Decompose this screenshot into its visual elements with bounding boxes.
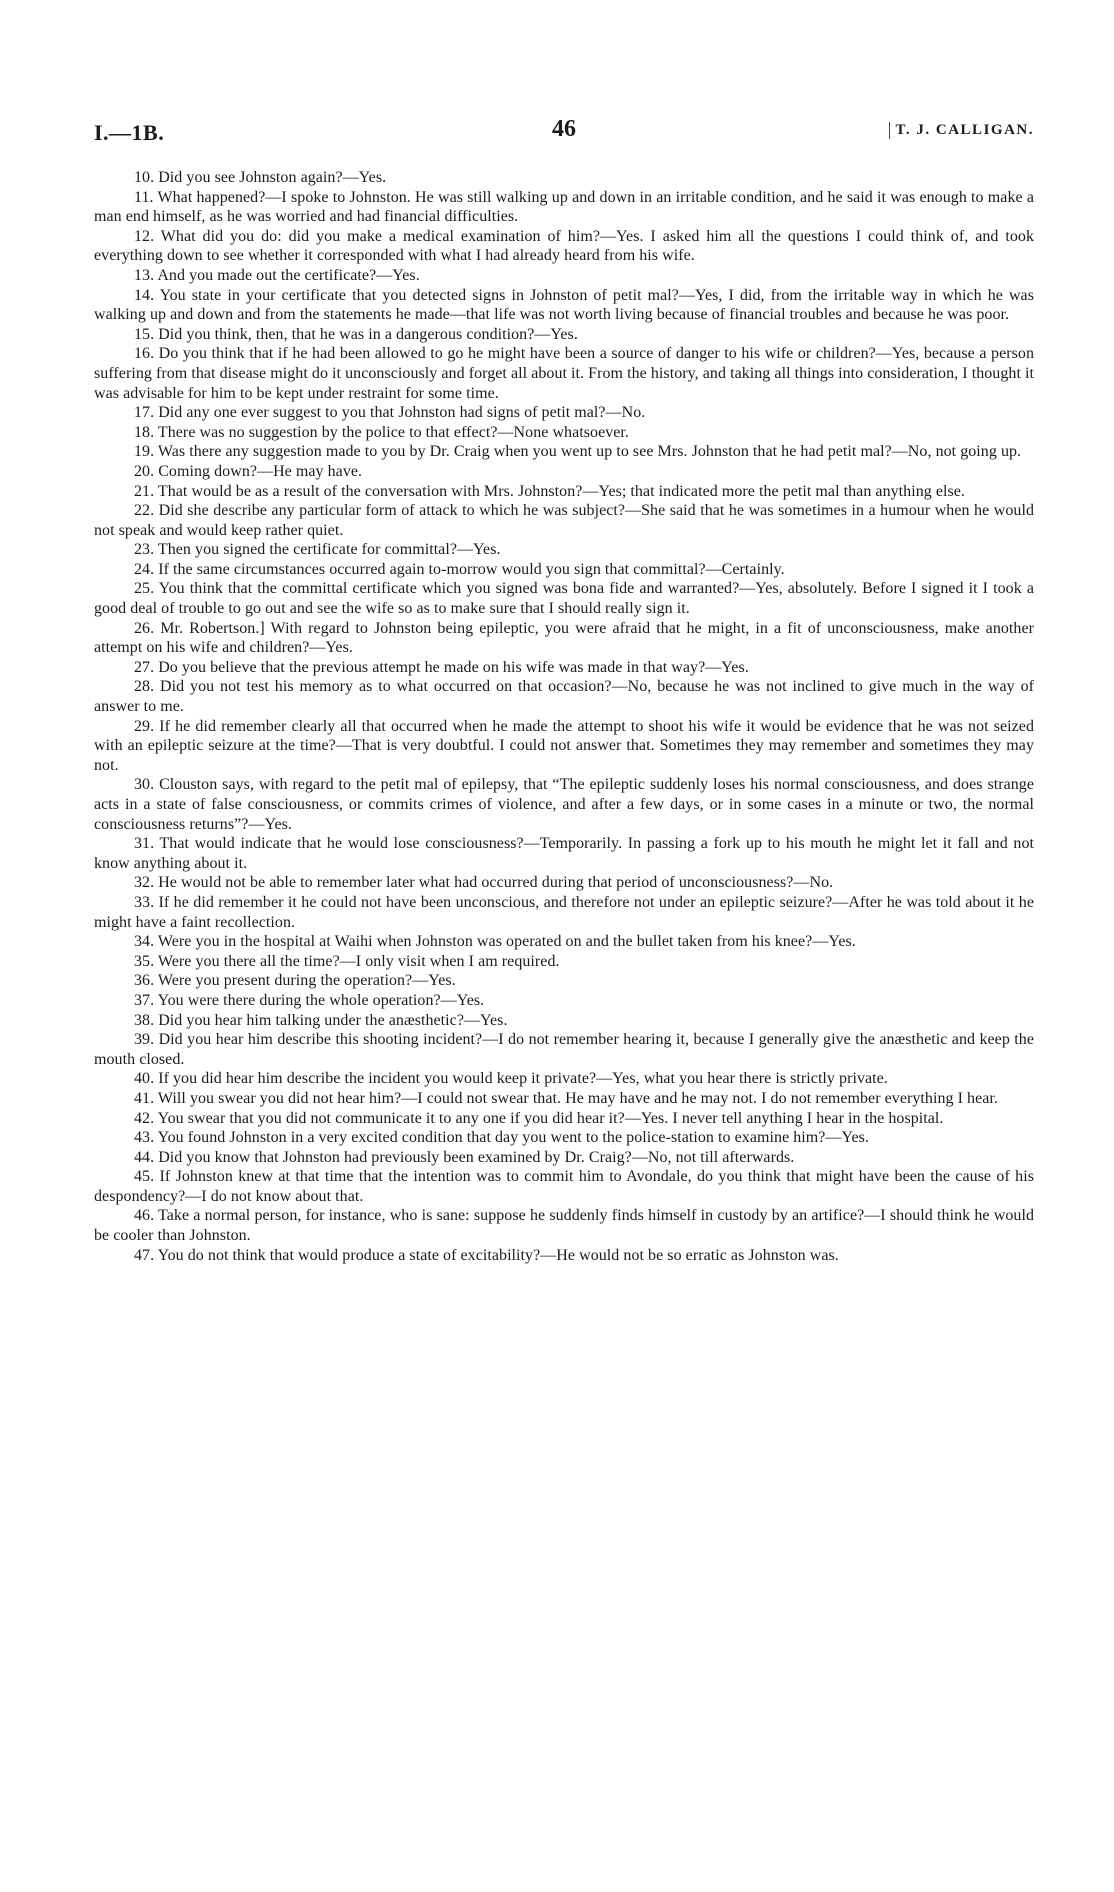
question-46: 46. Take a normal person, for instance, who is sane: suppose he suddenly finds himself in custody by an artifice?—I should think he would be cooler than Johnston. <box>94 1207 1034 1245</box>
question-36: 36. Were you present during the operation?—Yes. <box>134 972 456 990</box>
question-33: 33. If he did remember it he could not have been unconscious, and therefore not under an epileptic seizure?—After he was told about it he might have a faint recollection. <box>94 893 1034 931</box>
question-38: 38. Did you hear him talking under the anæsthetic?—Yes. <box>134 1011 508 1029</box>
question-30: 30. Clouston says, with regard to the petit mal of epilepsy, that “The epileptic suddenly loses his normal consciousness, and does strange acts in a state of false consciousness, or commits crimes of violence, and after a few days, or in some cases in a minute or two, the normal consciousness returns”?—Yes. <box>94 776 1034 833</box>
question-19: 19. Was there any suggestion made to you by Dr. Craig when you went up to see Mrs. Johnston that he had petit mal?—No, not going up. <box>134 443 1022 461</box>
page-number: 46 <box>552 116 576 142</box>
question-25: 25. You think that the committal certificate which you signed was bona fide and warranted?—Yes, absolutely. Before I signed it I took a good deal of trouble to go out and see the wife so as to make sure that I should really sign it. <box>94 580 1034 618</box>
question-40: 40. If you did hear him describe the incident you would keep it private?—Yes, what you hear there is strictly private. <box>134 1070 888 1088</box>
question-31: 31. That would indicate that he would lose consciousness?—Temporarily. In passing a fork up to his mouth he might let it fall and not know anything about it. <box>94 835 1034 872</box>
question-34: 34. Were you in the hospital at Waihi when Johnston was operated on and the bullet taken from his knee?—Yes. <box>134 933 856 951</box>
page-header <box>94 108 1034 148</box>
question-17: 17. Did any one ever suggest to you that Johnston had signs of petit mal?—No. <box>134 404 646 422</box>
question-12: 12. What did you do: did you make a medical examination of him?—Yes. I asked him all the questions I could think of, and took everything down to see whether it corresponded with what I had already heard from his wife. <box>94 227 1034 265</box>
question-32: 32. He would not be able to remember later what had occurred during that period of unconsciousness?—No. <box>134 874 834 892</box>
question-39: 39. Did you hear him describe this shooting incident?—I do not remember hearing it, because I generally give the anæsthetic and keep the mouth closed. <box>94 1031 1034 1068</box>
question-14: 14. You state in your certificate that you detected signs in Johnston of petit mal?—Yes, I did, from the irritable way in which he was walking up and down and from the statements he made—that life was not worth living because of financial troubles and because he was poor. <box>94 286 1034 324</box>
question-26: 26. Mr. Robertson.] With regard to Johnston being epileptic, you were afraid that he might, in a fit of unconsciousness, make another attempt on his wife and children?—Yes. <box>94 619 1034 657</box>
question-16: 16. Do you think that if he had been allowed to go he might have been a source of danger to his wife or children?—Yes, because a person suffering from that disease might do it unconsciously and forget all about it. From the history, and taking all things into consideration, I thought it was advisable for him to be kept under restraint for some time. <box>94 345 1034 402</box>
question-42: 42. You swear that you did not communicate it to any one if you did hear it?—Yes. I never tell anything I hear in the hospital. <box>134 1109 944 1127</box>
question-21: 21. That would be as a result of the conversation with Mrs. Johnston?—Yes; that indicated more the petit mal than anything else. <box>134 482 965 500</box>
question-37: 37. You were there during the whole operation?—Yes. <box>134 991 485 1009</box>
question-29: 29. If he did remember clearly all that occurred when he made the attempt to shoot his wife it would be evidence that he was not seized with an epileptic seizure at the time?—That is very doubtful. I could not answer that. Sometimes they may remember and sometimes they may not. <box>94 717 1034 774</box>
question-23: 23. Then you signed the certificate for committal?—Yes. <box>134 541 501 559</box>
question-35: 35. Were you there all the time?—I only visit when I am required. <box>134 952 560 970</box>
question-18: 18. There was no suggestion by the police to that effect?—None whatsoever. <box>134 423 629 441</box>
question-27: 27. Do you believe that the previous attempt he made on his wife was made in that way?—Yes. <box>134 658 749 676</box>
question-15: 15. Did you think, then, that he was in a dangerous condition?—Yes. <box>134 325 578 343</box>
question-43: 43. You found Johnston in a very excited condition that day you went to the police-station to examine him?—Yes. <box>134 1129 869 1147</box>
question-28: 28. Did you not test his memory as to what occurred on that occasion?—No, because he was not inclined to give much in the way of answer to me. <box>94 678 1034 716</box>
question-11: 11. What happened?—I spoke to Johnston. He was still walking up and down in an irritable condition, and he said it was enough to make a man end himself, as he was worried and had financial difficulties. <box>94 188 1034 226</box>
question-47: 47. You do not think that would produce a state of excitability?—He would not be so erratic as Johnston was. <box>134 1246 839 1264</box>
testimony-body <box>94 168 1034 1265</box>
question-24: 24. If the same circumstances occurred again to-morrow would you sign that committal?—Certainly. <box>134 560 785 578</box>
question-44: 44. Did you know that Johnston had previously been examined by Dr. Craig?—No, not till afterwards. <box>134 1148 795 1166</box>
question-20: 20. Coming down?—He may have. <box>134 462 363 480</box>
question-22: 22. Did she describe any particular form of attack to which he was subject?—She said that he was sometimes in a humour when he would not speak and would keep rather quiet. <box>94 502 1034 539</box>
question-10: 10. Did you see Johnston again?—Yes. <box>134 169 387 186</box>
question-41: 41. Will you swear you did not hear him?—I could not swear that. He may have and he may not. I do not remember everything I hear. <box>134 1089 998 1107</box>
parliamentary-paper-reference: I.—1B. <box>94 120 165 145</box>
question-45: 45. If Johnston knew at that time that the intention was to commit him to Avondale, do you think that might have been the cause of his despondency?—I do not know about that. <box>94 1168 1034 1205</box>
witness-name: T. J. CALLIGAN. <box>889 122 1035 139</box>
question-13: 13. And you made out the certificate?—Yes. <box>134 266 420 284</box>
